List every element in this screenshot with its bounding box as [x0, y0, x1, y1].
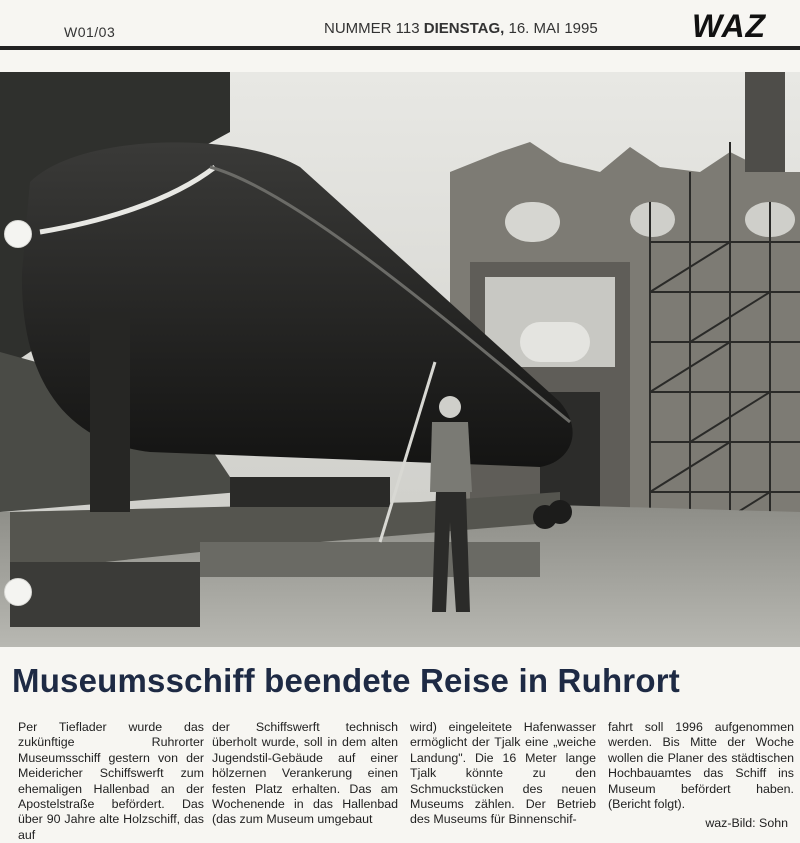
issue-line	[324, 20, 598, 37]
photo-credit: waz-Bild: Sohn	[705, 816, 788, 830]
article-column-4	[608, 720, 794, 812]
column-1-text: Per Tieflader wurde das zukünftige Ruhrorter Museumsschiff gestern von der Meidericher Schiffswerft zum ehemaligen Hallenbad an der Apostelstraße befördert. Das über 90 Jahre alte Holzschiff, das auf	[18, 720, 204, 842]
punch-hole-top	[4, 220, 32, 248]
article-column-1	[18, 720, 204, 843]
article-headline: Museumsschiff beendete Reise in Ruhrort	[12, 662, 680, 699]
article-column-3	[410, 720, 596, 828]
article-column-2	[212, 720, 398, 828]
ship-photo-icon	[0, 72, 800, 647]
masthead	[0, 0, 800, 52]
column-3-text: wird) eingeleitete Hafenwasser ermöglicht der Tjalk eine „weiche Landung". Die 16 Meter lange Tjalk könnte zu den Schmuckstücken des neuen Museums zählen. Der Betrieb des Museums für Binnenschif-	[410, 720, 596, 827]
column-4-text: fahrt soll 1996 aufgenommen werden. Bis Mitte der Woche wollen die Planer des städtischen Hochbauamtes das Schiff ins Museum befördert haben. (Bericht folgt).	[608, 720, 794, 812]
masthead-rule	[0, 46, 800, 50]
weekday: DIENSTAG,	[423, 20, 505, 37]
issue-number: NUMMER 113	[324, 20, 420, 37]
waz-logo: WAZ	[692, 8, 767, 44]
punch-hole-bottom	[4, 578, 32, 606]
issue-date: 16. MAI 1995	[508, 20, 598, 37]
news-photo	[0, 72, 800, 647]
edition-code: W01/03	[64, 24, 116, 40]
column-2-text: der Schiffswerft technisch überholt wurde, soll in dem alten Jugendstil-Gebäude auf einer hölzernen Verankerung einen festen Platz erhalten. Das am Wochenende in das Hallenbad (das zum Museum umgebaut	[212, 720, 398, 827]
